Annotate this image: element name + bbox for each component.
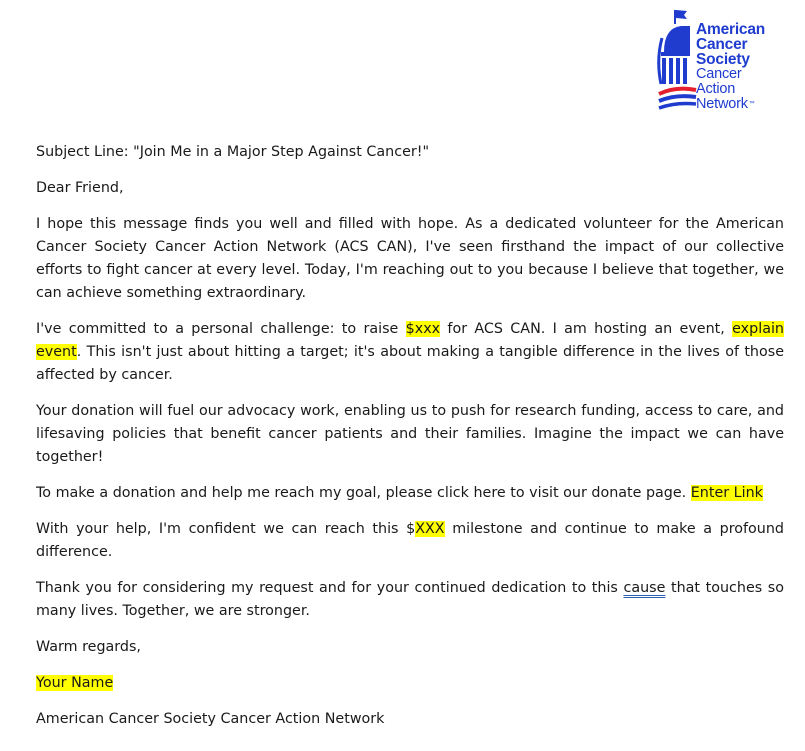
logo-line-6-wrap (696, 97, 786, 112)
milestone-text-a: With your help, I'm confident we can reach this $ (36, 521, 416, 537)
closing: Warm regards, (36, 639, 141, 655)
signature-name-placeholder: Your Name (36, 675, 114, 691)
capitol-dome-logo-icon (656, 8, 698, 112)
paragraph-thank-you (36, 577, 784, 623)
subject-line: Subject Line: "Join Me in a Major Step Against Cancer!" (36, 144, 430, 160)
milestone-text-b: milestone and continue to make a profound difference. (36, 521, 784, 560)
thanks-text-b: that touches so many lives. Together, we are stronger. (36, 580, 784, 619)
signature-organization: American Cancer Society Cancer Action Network (36, 711, 385, 727)
thanks-text-a: Thank you for considering my request and for your continued dedication to this (36, 580, 624, 596)
logo-line-1: American (696, 21, 766, 38)
letter-body (36, 141, 784, 744)
paragraph-intro: I hope this message finds you well and filled with hope. As a dedicated volunteer for the American Cancer Society Cancer Action Network (ACS CAN), I've seen firsthand the impact of our collective efforts to fight cancer at every level. Today, I'm reaching out to you because I believe that together, we can achieve something extraordinary. (36, 216, 784, 301)
paragraph-donation-impact: Your donation will fuel our advocacy work, enabling us to push for research funding, access to care, and lifesaving policies that benefit cancer patients and their families. Imagine the impact we can have together! (36, 403, 784, 465)
logo-line-3: Society (696, 51, 750, 68)
challenge-text-c: . This isn't just about hitting a target; it's about making a tangible difference in the lives of those affected by cancer. (36, 344, 784, 383)
challenge-text-b: for ACS CAN. I am hosting an event, (440, 321, 733, 337)
logo-line-2: Cancer (696, 36, 748, 53)
milestone-amount-placeholder: XXX (415, 521, 445, 537)
logo-line-6: Network (696, 96, 748, 112)
logo-line-4: Cancer (696, 66, 742, 82)
logo-line-5: Action (696, 81, 736, 97)
paragraph-milestone (36, 518, 784, 564)
challenge-text-a: I've committed to a personal challenge: to raise (36, 321, 406, 337)
logo-wordmark (696, 22, 786, 112)
grammar-flagged-word[interactable]: cause (623, 580, 666, 596)
paragraph-donate-link (36, 482, 784, 505)
donate-text: To make a donation and help me reach my goal, please click here to visit our donate page. (36, 485, 691, 501)
greeting: Dear Friend, (36, 180, 124, 196)
acs-can-logo (654, 8, 784, 114)
event-placeholder: explain event (36, 321, 784, 360)
link-placeholder[interactable]: Enter Link (690, 485, 763, 501)
signature-name-wrap (36, 672, 784, 695)
trademark-symbol: ™ (748, 101, 755, 107)
paragraph-challenge (36, 318, 784, 387)
goal-amount-placeholder: $xxx (405, 321, 441, 337)
